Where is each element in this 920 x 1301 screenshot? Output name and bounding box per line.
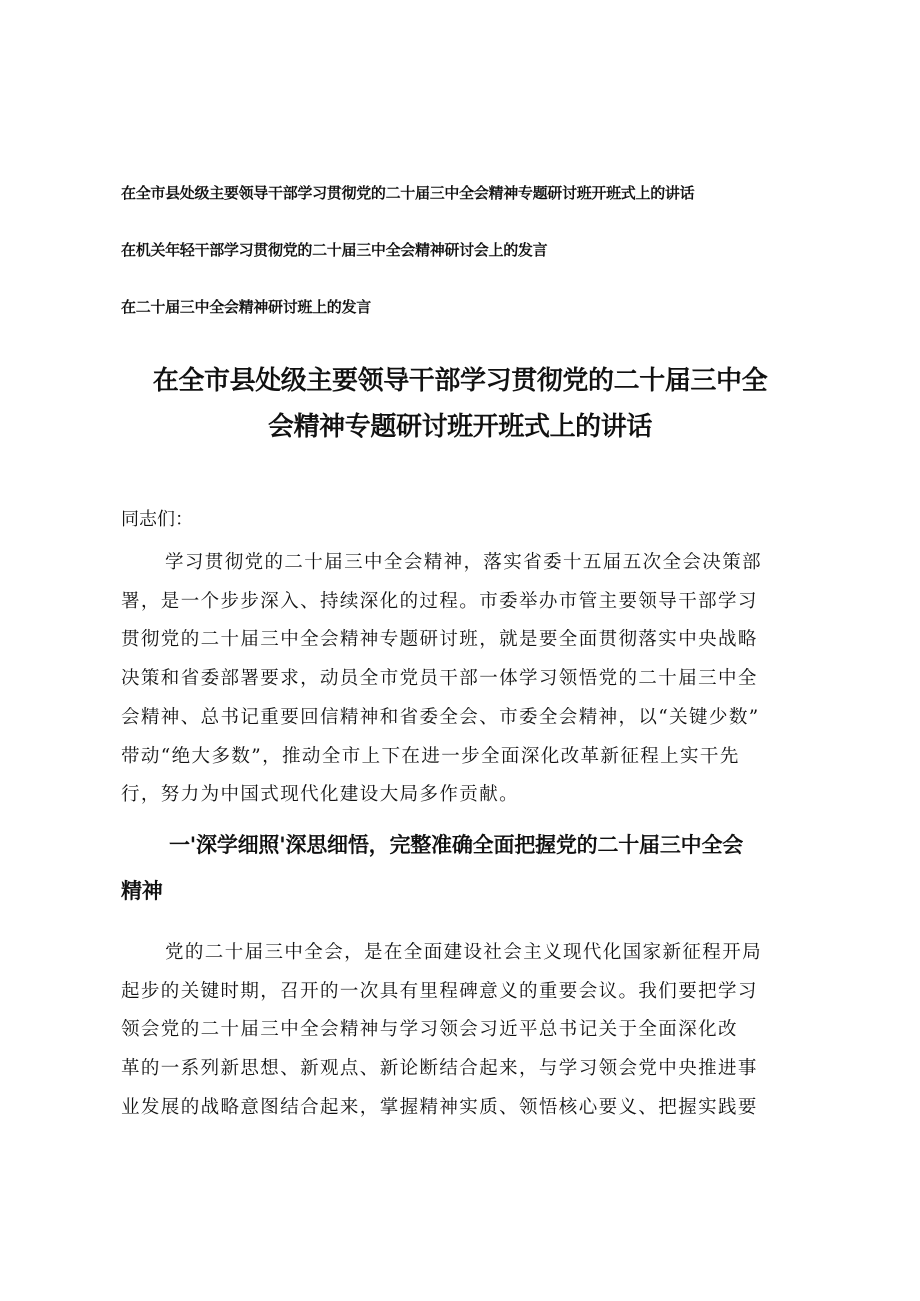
text-line: 学习贯彻党的二十届三中全会精神，落实省委十五届五次全会决策部 bbox=[165, 552, 763, 573]
table-of-contents bbox=[121, 183, 821, 354]
title-line: 在全市县处级主要领导干部学习贯彻党的二十届三中全 bbox=[152, 366, 768, 396]
toc-item: 在机关年轻干部学习贯彻党的二十届三中全会精神研讨会上的发言 bbox=[121, 241, 548, 259]
paragraph-intro bbox=[121, 544, 811, 815]
salutation: 同志们： bbox=[121, 509, 193, 530]
document-title bbox=[100, 358, 820, 450]
text-line: 领会党的二十届三中全会精神与学习领会习近平总书记关于全面深化改 bbox=[121, 1019, 738, 1041]
title-line: 会精神专题研讨班开班式上的讲话 bbox=[267, 412, 652, 442]
text-line: 带动“绝大多数”，推动全市上下在进一步全面深化改革新征程上实干先 bbox=[121, 745, 740, 767]
heading-line: 精神 bbox=[121, 879, 163, 903]
paragraph-section-1 bbox=[121, 934, 811, 1128]
text-line: 署，是一个步步深入、持续深化的过程。市委举办市管主要领导干部学习 bbox=[121, 590, 758, 612]
section-heading bbox=[121, 822, 821, 914]
toc-item: 在二十届三中全会精神研讨班上的发言 bbox=[121, 298, 371, 316]
toc-item: 在全市县处级主要领导干部学习贯彻党的二十届三中全会精神专题研讨班开班式上的讲话 bbox=[121, 184, 695, 202]
heading-line: 一'深学细照'深思细悟，完整准确全面把握党的二十届三中全会 bbox=[169, 833, 744, 857]
text-line: 行，努力为中国式现代化建设大局多作贡献。 bbox=[121, 784, 520, 806]
text-line: 革的一系列新思想、新观点、新论断结合起来，与学习领会党中央推进事 bbox=[121, 1058, 758, 1080]
text-line: 贯彻党的二十届三中全会精神专题研讨班，就是要全面贯彻落实中央战略 bbox=[121, 629, 758, 651]
text-line: 会精神、总书记重要回信精神和省委全会、市委全会精神，以“关键少数” bbox=[121, 706, 760, 728]
text-line: 起步的关键时期，召开的一次具有里程碑意义的重要会议。我们要把学习 bbox=[121, 980, 758, 1002]
text-line: 决策和省委部署要求，动员全市党员干部一体学习领悟党的二十届三中全 bbox=[121, 668, 758, 690]
text-line: 党的二十届三中全会，是在全面建设社会主义现代化国家新征程开局 bbox=[165, 942, 763, 963]
text-line: 业发展的战略意图结合起来，掌握精神实质、领悟核心要义、把握实践要 bbox=[121, 1096, 758, 1118]
